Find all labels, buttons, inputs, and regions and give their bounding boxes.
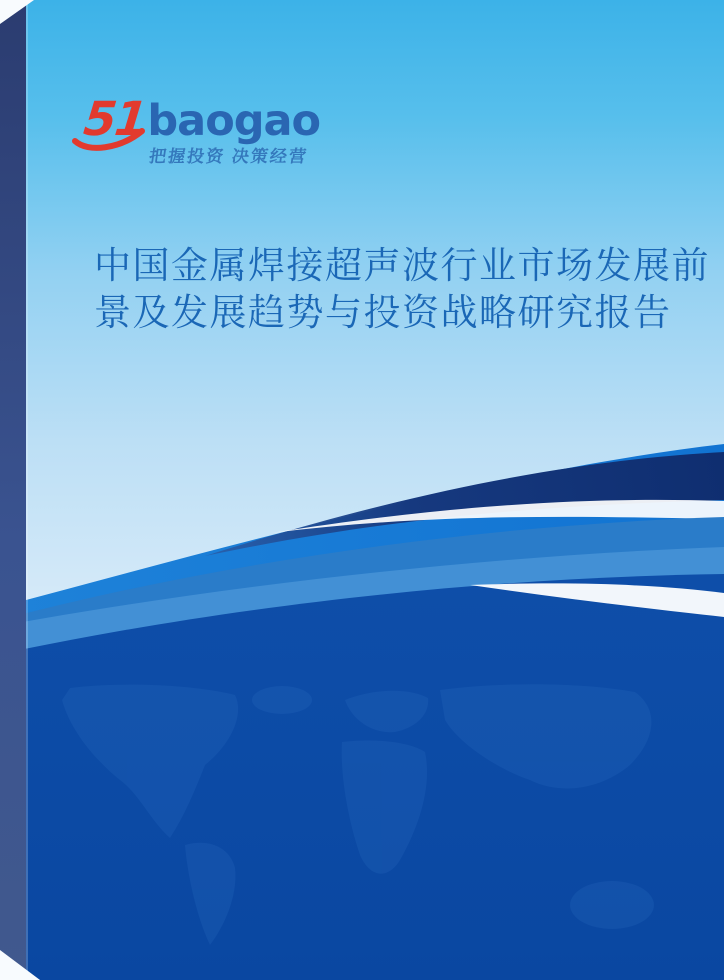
- brand-logo: [81, 92, 321, 166]
- spine-edge-highlight: [26, 0, 28, 980]
- title-line-2: 景及发展趋势与投资战略研究报告: [94, 292, 672, 333]
- world-map-australia: [570, 881, 654, 929]
- report-title: [94, 242, 710, 336]
- logo-name: baogao: [147, 96, 321, 146]
- book-spine: [0, 0, 26, 980]
- world-map-greenland: [252, 686, 312, 714]
- title-line-1: 中国金属焊接超声波行业市场发展前: [94, 245, 710, 286]
- logo-prefix: 51: [81, 92, 149, 147]
- logo-tagline: 把握投资 决策经营: [147, 147, 310, 166]
